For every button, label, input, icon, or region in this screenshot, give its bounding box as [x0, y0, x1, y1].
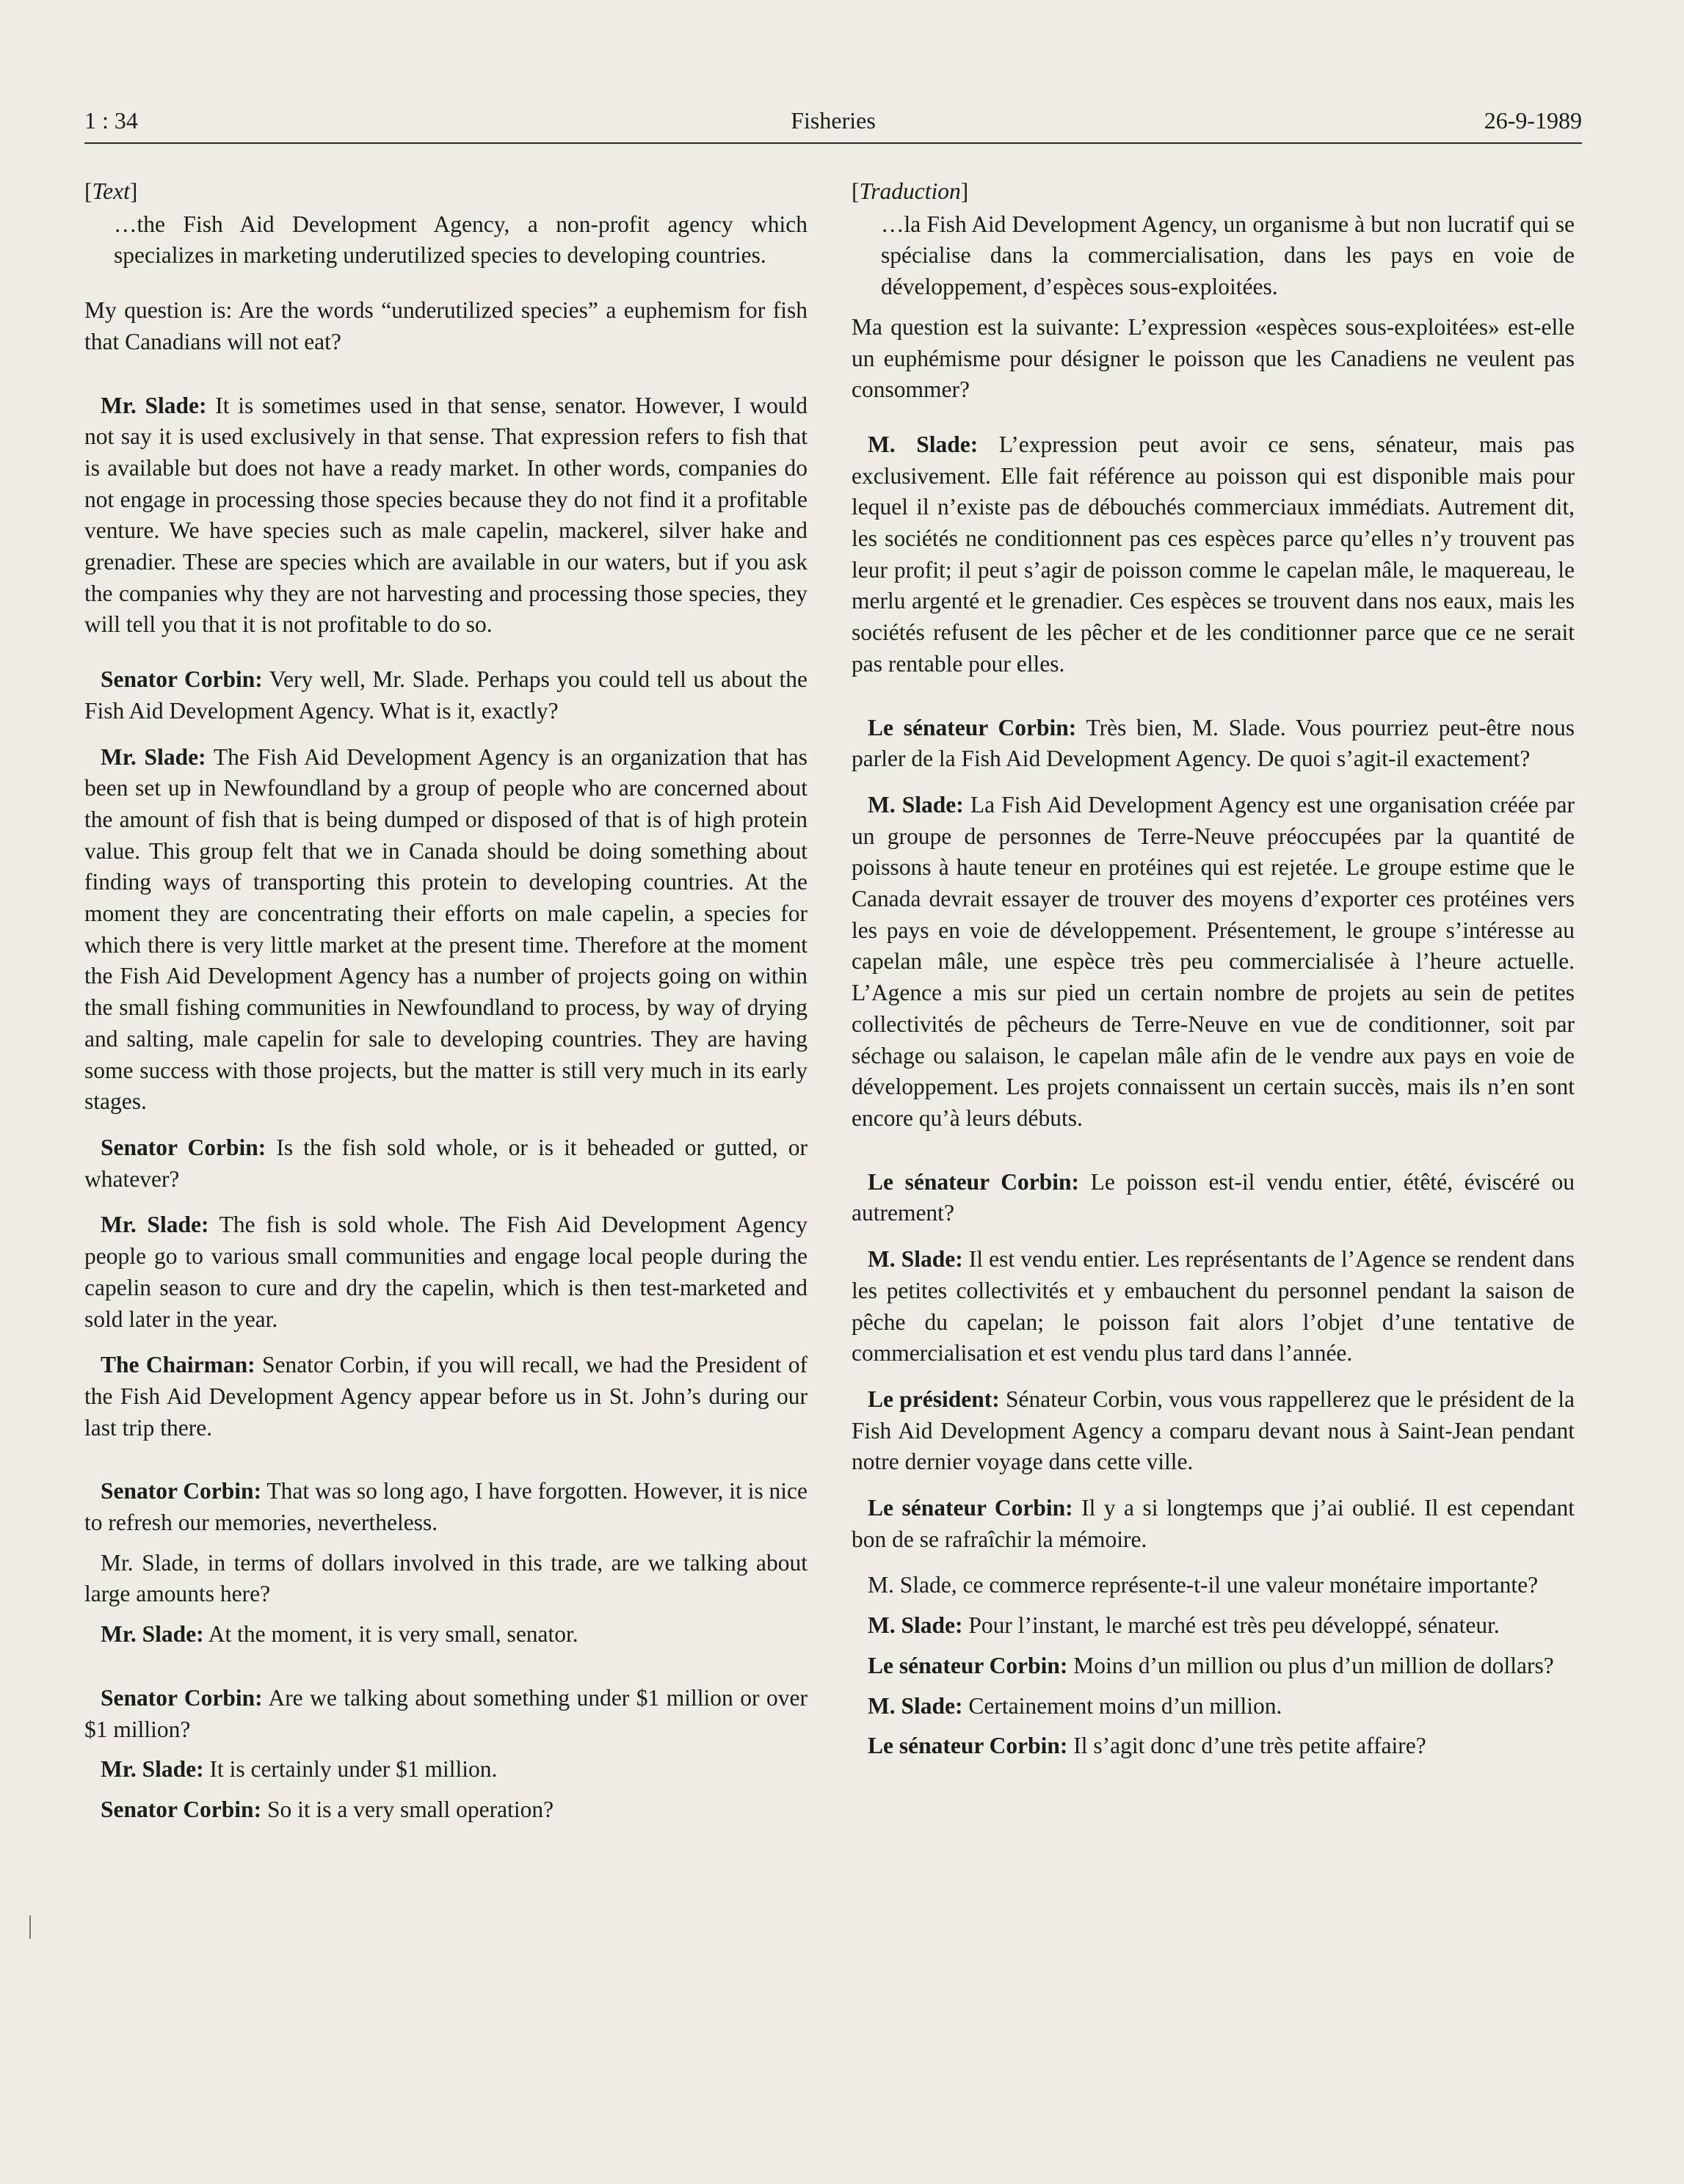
- speech-text: Le poisson est-il vendu entier, étêté, éviscéré ou autrement?: [852, 1168, 1575, 1226]
- speech-paragraph: [852, 1167, 1575, 1229]
- marker-label: Traduction: [859, 178, 961, 204]
- speaker-name: Le président:: [868, 1386, 1000, 1412]
- speaker-name: M. Slade:: [868, 1246, 963, 1273]
- text-marker: [Text]: [84, 178, 138, 204]
- speech-paragraph: [852, 1610, 1575, 1642]
- traduction-marker: [Traduction]: [852, 178, 969, 204]
- speech-paragraph: [84, 1209, 807, 1335]
- speech-text: Senator Corbin, if you will recall, we had the President of the Fish Aid Development Agency appear before us in St. John’s during our last trip there.: [84, 1352, 807, 1441]
- quoted-passage: …the Fish Aid Development Agency, a non-profit agency which specializes in marketing underutilized species to developing countries.: [114, 211, 807, 269]
- speaker-name: M. Slade:: [868, 791, 964, 818]
- speaker-name: M. Slade:: [868, 431, 979, 457]
- speech-paragraph: [84, 664, 807, 727]
- speech-text: That was so long ago, I have forgotten. However, it is nice to refresh our memories, nevertheless.: [84, 1478, 807, 1536]
- question-paragraph: My question is: Are the words “underutilized species” a euphemism for fish that Canadians will not eat?: [84, 297, 807, 354]
- speech-text: Moins d’un million ou plus d’un million de dollars?: [1067, 1652, 1554, 1678]
- speaker-name: M. Slade:: [868, 1692, 963, 1719]
- marker-label: Text: [92, 178, 130, 204]
- speaker-name: Mr. Slade:: [101, 392, 207, 418]
- speech-paragraph: Mr. Slade, in terms of dollars involved in this trade, are we talking about large amounts here?: [84, 1549, 807, 1607]
- header-date: 26-9-1989: [1484, 107, 1582, 134]
- speaker-name: The Chairman:: [101, 1352, 255, 1378]
- speech-text: It is certainly under $1 million.: [203, 1756, 498, 1783]
- speech-paragraph: [852, 790, 1575, 1135]
- header-rule: [84, 142, 1582, 144]
- speaker-name: Senator Corbin:: [101, 1796, 262, 1822]
- speech-paragraph: [84, 1683, 807, 1745]
- speaker-name: Senator Corbin:: [101, 1478, 262, 1504]
- speech-paragraph: [84, 1476, 807, 1538]
- speech-paragraph: [852, 713, 1575, 775]
- speech-text: L’expression peut avoir ce sens, sénateur, mais pas exclusivement. Elle fait référence au poisson qui est disponible mais pour lequel il n’existe pas de débouchés commerciaux immédiats. Autrement dit, les sociétés ne conditionnent pas ces espèces parce qu’elles n’y trouvent pas leur profit; il peut s’agir de poisson comme le capelan mâle, le maquereau, le merlu argenté et le grenadier. Ces espèces se trouvent dans nos eaux, mais les sociétés refusent de les pêcher et de les conditionner parce que ce ne serait pas rentable pour elles.: [852, 431, 1575, 677]
- speech-text: Certainement moins d’un million.: [962, 1692, 1282, 1719]
- speaker-name: Senator Corbin:: [101, 1134, 266, 1160]
- speaker-name: Senator Corbin:: [101, 666, 263, 693]
- speech-text: La Fish Aid Development Agency est une organisation créée par un groupe de personnes de Terre-Neuve préoccupées par la quantité de poissons à haute teneur en protéines qui est rejetée. Le groupe estime que le Canada devrait essayer de trouver des moyens d’exporter ces protéines vers les pays en voie de développement. Présentement, le groupe s’intéresse au capelan mâle, une espèce très peu commercialisée à l’heure actuelle. L’Agence a mis sur pied un certain nombre de projets au sein de petites collectivités de pêcheurs de Terre-Neuve en vue de conditionner, soit par séchage ou salaison, le capelan mâle afin de le vendre aux pays en voie de développement. Les projets connaissent un certain succès, mais ils n’en sont encore qu’à leurs débuts.: [852, 791, 1575, 1131]
- speech-paragraph: [84, 1132, 807, 1195]
- speech-text: It is sometimes used in that sense, senator. However, I would not say it is used exclusively in that sense. That expression refers to fish that is available but does not have a ready market. In other words, companies do not engage in processing those species because they do not find it a profitable venture. We have species such as male capelin, mackerel, silver hake and grenadier. These are species which are available in our waters, but if you ask the companies why they are not harvesting and processing those species, they will tell you that it is not profitable to do so.: [84, 392, 807, 638]
- speech-text: Il s’agit donc d’une très petite affaire?: [1067, 1733, 1426, 1759]
- speaker-name: Le sénateur Corbin:: [868, 1652, 1068, 1678]
- speech-paragraph: [84, 1794, 807, 1826]
- speaker-name: Mr. Slade:: [101, 1212, 209, 1238]
- speech-paragraph: [84, 1619, 807, 1650]
- speech-text: At the moment, it is very small, senator.: [203, 1621, 578, 1648]
- speaker-name: Le sénateur Corbin:: [868, 1168, 1079, 1195]
- quoted-passage: …la Fish Aid Development Agency, un organisme à but non lucratif qui se spécialise dans la commercialisation, dans les pays en voie de développement, d’espèces sous-exploitées.: [881, 211, 1575, 300]
- speaker-name: Le sénateur Corbin:: [868, 1495, 1073, 1521]
- speech-text: Very well, Mr. Slade. Perhaps you could tell us about the Fish Aid Development Agency. What is it, exactly?: [84, 666, 807, 724]
- speech-paragraph: [84, 1350, 807, 1444]
- speech-text: Is the fish sold whole, or is it beheaded or gutted, or whatever?: [84, 1134, 807, 1192]
- speech-paragraph: [84, 1754, 807, 1786]
- speech-text: Il est vendu entier. Les représentants de l’Agence se rendent dans les petites collectivités et y embauchent du personnel pendant la saison de pêche du capelan; le poisson fait alors l’objet d’une tentative de commercialisation et est vendu plus tard dans l’année.: [852, 1246, 1575, 1366]
- speech-paragraph: [852, 1493, 1575, 1555]
- speech-paragraph: [84, 390, 807, 641]
- speech-paragraph: [852, 429, 1575, 680]
- speech-text: Pour l’instant, le marché est très peu développé, sénateur.: [962, 1612, 1500, 1639]
- speech-text: The fish is sold whole. The Fish Aid Development Agency people go to various small communities and engage local people during the capelin season to cure and dry the capelin, which is then test-marketed and sold later in the year.: [84, 1212, 807, 1332]
- speaker-name: Mr. Slade:: [101, 1621, 204, 1648]
- speech-text: Sénateur Corbin, vous vous rappellerez que le président de la Fish Aid Development Agency a comparu devant nous à Saint-Jean pendant notre dernier voyage dans cette ville.: [852, 1386, 1575, 1475]
- speech-text: So it is a very small operation?: [261, 1796, 554, 1822]
- speech-paragraph: [852, 1730, 1575, 1762]
- speech-text: The Fish Aid Development Agency is an organization that has been set up in Newfoundland by a group of people who are concerned about the amount of fish that is being dumped or disposed of that is of high protein value. This group felt that we in Canada should be doing something about finding ways of transporting this protein to developing countries. At the moment they are concentrating their efforts on male capelin, a species for which there is very little market at the present time. Therefore at the moment the Fish Aid Development Agency has a number of projects going on within the small fishing communities in Newfoundland to process, by way of drying and salting, male capelin for sale to developing countries. They are having some success with those projects, but the matter is still very much in its early stages.: [84, 743, 807, 1115]
- speech-text: Très bien, M. Slade. Vous pourriez peut-être nous parler de la Fish Aid Development Agency. De quoi s’agit-il exactement?: [852, 714, 1575, 772]
- speech-paragraph: [852, 1691, 1575, 1722]
- english-column: [84, 176, 807, 1826]
- speaker-name: Le sénateur Corbin:: [868, 1733, 1068, 1759]
- speaker-name: Le sénateur Corbin:: [868, 714, 1077, 740]
- running-title: Fisheries: [791, 107, 876, 134]
- french-column: [852, 176, 1575, 1762]
- question-paragraph: Ma question est la suivante: L’expression «espèces sous-exploitées» est-elle un euphémisme pour désigner le poisson que les Canadiens ne veulent pas consommer?: [852, 313, 1575, 403]
- speaker-name: Mr. Slade:: [101, 1756, 204, 1783]
- speech-paragraph: [852, 1384, 1575, 1478]
- page-header: [84, 103, 1582, 139]
- speech-paragraph: [852, 1244, 1575, 1369]
- page-number: 1 : 34: [84, 107, 138, 134]
- speech-paragraph: [852, 1650, 1575, 1682]
- speaker-name: Senator Corbin:: [101, 1684, 263, 1711]
- speaker-name: Mr. Slade:: [101, 743, 206, 770]
- speech-text: Il y a si longtemps que j’ai oublié. Il est cependant bon de se rafraîchir la mémoire.: [852, 1495, 1575, 1552]
- speech-paragraph: [84, 742, 807, 1118]
- speaker-name: M. Slade:: [868, 1612, 963, 1639]
- speech-text: Are we talking about something under $1 million or over $1 million?: [84, 1684, 807, 1742]
- speech-paragraph: M. Slade, ce commerce représente-t-il une valeur monétaire importante?: [868, 1572, 1539, 1598]
- margin-mark: [29, 1915, 31, 1939]
